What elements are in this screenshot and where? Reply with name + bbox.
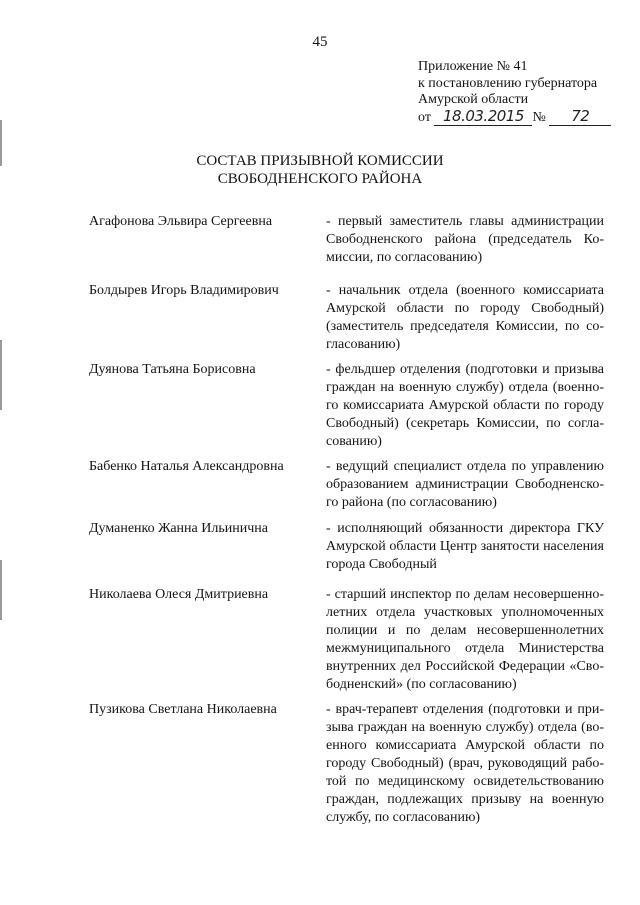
member-name: Думаненко Жанна Ильинична [89, 521, 268, 536]
appendix-line-1: Приложение № 41 [418, 59, 528, 74]
member-role-line: - ведущий специалист отдела по управлению [326, 459, 604, 474]
member-role-line: миссии, по согласованию) [326, 250, 483, 265]
member-name: Пузикова Светлана Николаевна [89, 702, 277, 717]
title-line-1: СОСТАВ ПРИЗЫВНОЙ КОМИССИИ [196, 153, 444, 169]
member-role-line: - первый заместитель главы администрации [326, 214, 604, 229]
page-number: 45 [312, 34, 328, 50]
member-name: Николаева Олеся Дмитриевна [89, 587, 269, 602]
member-role-line: енного комиссариата Амурской области по [326, 738, 604, 753]
scan-edge-mark [0, 340, 2, 410]
member-role-line: граждан на военную службу) отдела (военно- [326, 380, 604, 395]
handwritten-number: 72 [549, 109, 611, 126]
member-name: Дуянова Татьяна Борисовна [89, 362, 256, 377]
member-role-line: службу, по согласованию) [326, 810, 481, 825]
appendix-line-3: Амурской области [418, 92, 529, 107]
member-role-line: Амурской области по городу Свободный) [326, 301, 604, 316]
member-role [326, 520, 604, 574]
member-role-line: го комиссариата Амурской области по городу [326, 398, 604, 413]
member-role-line: - исполняющий обязанности директора ГКУ [326, 521, 604, 536]
member-role-line: го района (по согласованию) [326, 495, 497, 510]
member-role-line: летних отдела участковых уполномоченных [326, 605, 604, 620]
member-role [326, 361, 604, 451]
member-role-line: бодненский» (по согласованию) [326, 677, 517, 692]
member-role-line: городу Свободный) (врач, руководящий рабо- [326, 756, 604, 771]
member-role-line: зыва граждан на военную службу) отдела (во- [326, 720, 604, 735]
appendix-header [418, 59, 628, 126]
member-role [326, 282, 604, 354]
member-role [326, 213, 604, 267]
member-name: Агафонова Эльвира Сергеевна [89, 214, 273, 229]
appendix-line-2: к постановлению губернатора [418, 75, 598, 91]
member-name: Бабенко Наталья Александровна [89, 459, 284, 474]
member-role-line: той по медицинскому освидетельствованию [326, 774, 604, 789]
member-role-line: Свободненского района (председатель Ко- [326, 232, 604, 247]
member-role-line: гласованию) [326, 337, 401, 352]
member-role [326, 586, 604, 694]
member-role [326, 458, 604, 512]
member-role-line: граждан, подлежащих призыву на военную [326, 792, 604, 807]
member-role-line: - фельдшер отделения (подготовки и призыва [326, 362, 604, 377]
member-role-line: Свободный) (секретарь Комиссии, по согла- [326, 416, 604, 431]
member-role-line: - начальник отдела (военного комиссариата [326, 283, 604, 298]
number-sign: № [532, 109, 546, 125]
member-role-line: - врач-терапевт отделения (подготовки и при- [326, 702, 604, 717]
handwritten-date: 18.03.2015 [434, 109, 532, 126]
member-role-line: Амурской области Центр занятости населения [326, 539, 604, 554]
appendix-date-line [418, 106, 628, 127]
scan-edge-mark [0, 560, 2, 620]
member-role-line: полиции и по делам несовершеннолетних [326, 623, 604, 638]
member-role [326, 701, 604, 827]
title-line-2: СВОБОДНЕНСКОГО РАЙОНА [217, 171, 423, 187]
member-role-line: города Свободный [326, 557, 437, 572]
document-title [0, 152, 640, 188]
date-prefix: от [418, 109, 431, 125]
member-role-line: - старший инспектор по делам несовершенно- [326, 587, 604, 602]
member-role-line: (заместитель председателя Комиссии, по со- [326, 319, 604, 334]
member-role-line: образованием администрации Свободненско- [326, 477, 604, 492]
member-name: Болдырев Игорь Владимирович [89, 283, 279, 298]
member-role-line: внутренних дел Российской Федерации «Сво- [326, 659, 604, 674]
member-role-line: сованию) [326, 434, 382, 449]
member-role-line: межмуниципального отдела Министерства [326, 641, 604, 656]
